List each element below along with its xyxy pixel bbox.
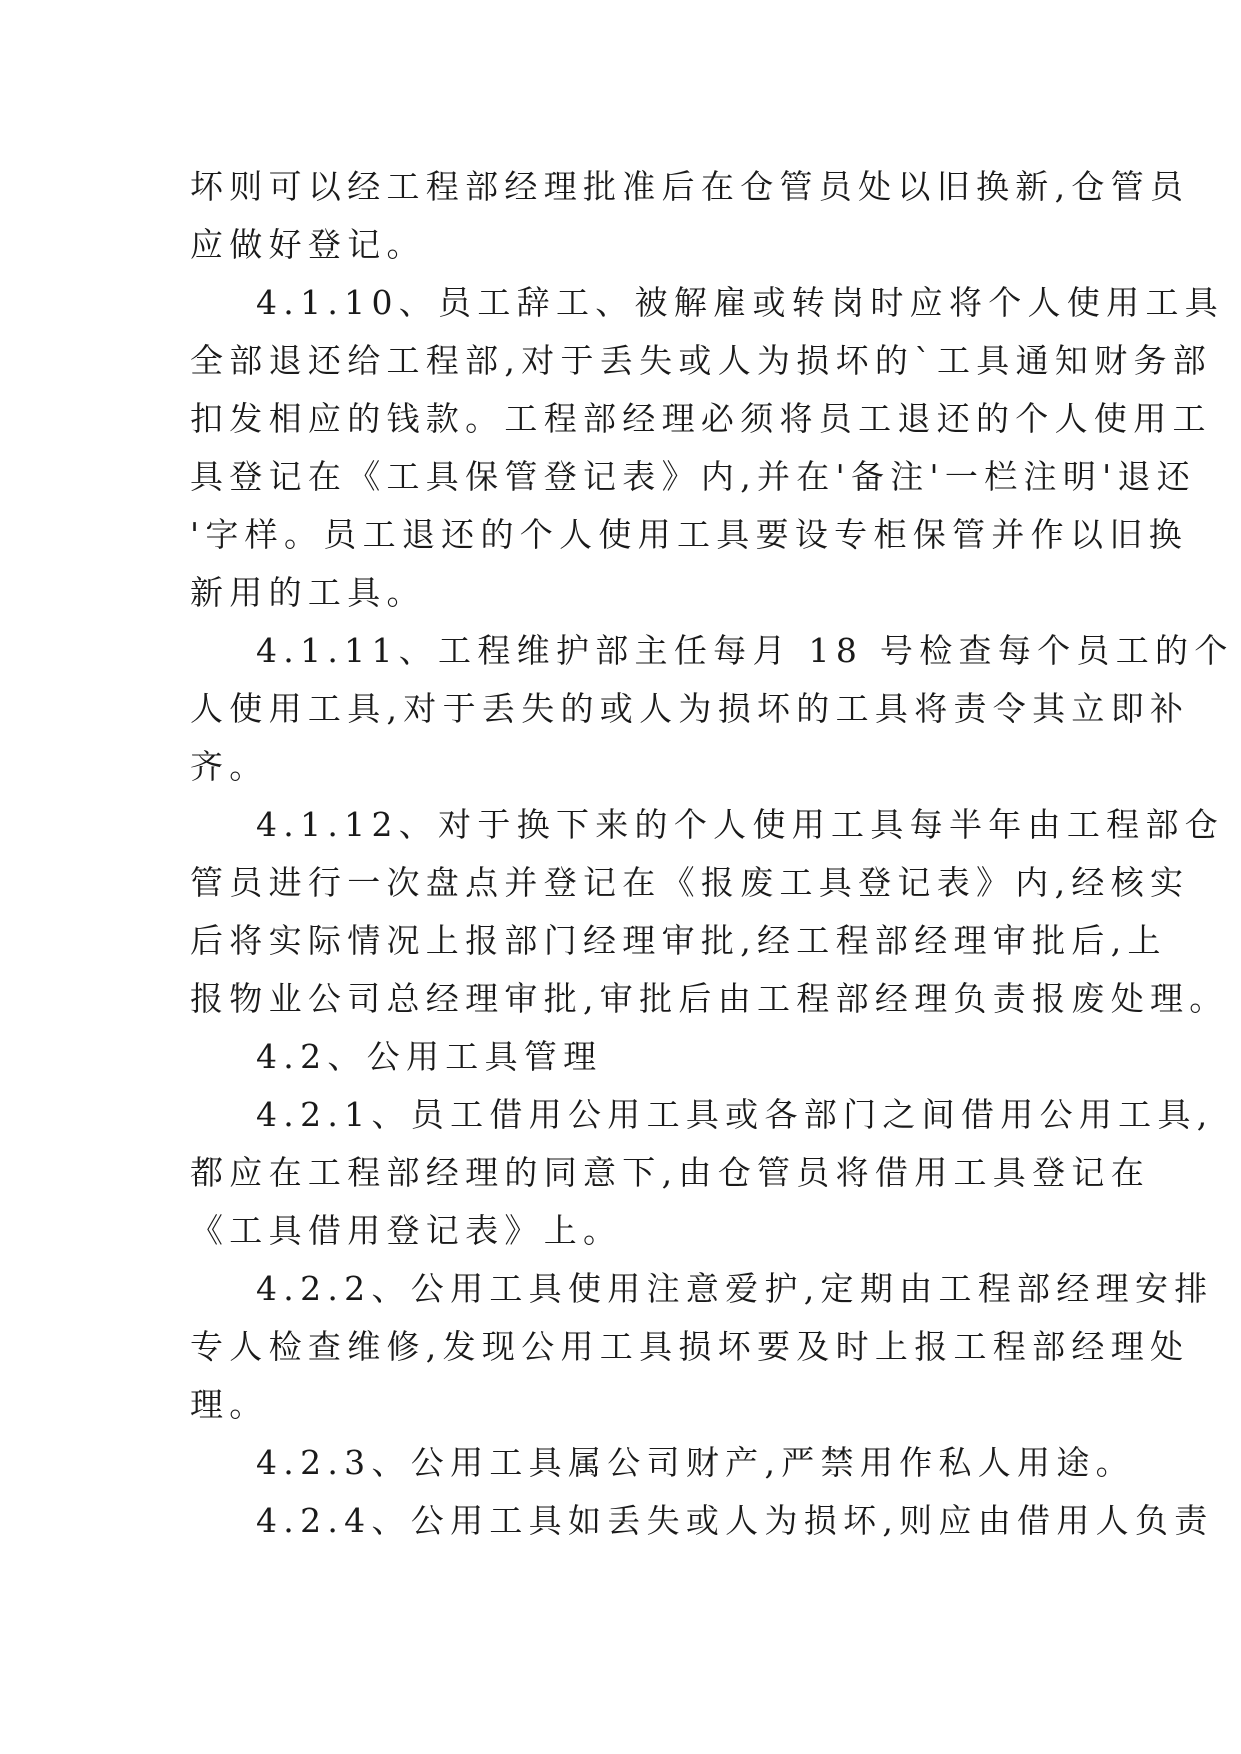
section-heading: 4.2、公用工具管理 — [256, 1037, 603, 1076]
text-line: 4.2.4、公用工具如丢失或人为损坏,则应由借用人负责 — [256, 1501, 1214, 1540]
paragraph-4-1-12 — [190, 796, 1229, 1028]
text-line: 理。 — [190, 1385, 269, 1424]
paragraph-4-1-11 — [190, 622, 1234, 796]
text-line: '字样。员工退还的个人使用工具要设专柜保管并作以旧换 — [190, 515, 1188, 554]
text-line: 报物业公司总经理审批,审批后由工程部经理负责报废处理。 — [190, 979, 1229, 1018]
text-line: 《工具借用登记表》上。 — [190, 1211, 623, 1250]
text-line: 都应在工程部经理的同意下,由仓管员将借用工具登记在 — [190, 1153, 1150, 1192]
paragraph-4-2-1 — [190, 1086, 1214, 1260]
text-line: 人使用工具,对于丢失的或人为损坏的工具将责令其立即补 — [190, 689, 1190, 728]
text-line: 4.1.11、工程维护部主任每月 18 号检查每个员工的个 — [256, 631, 1234, 670]
paragraph-4-2-2 — [190, 1260, 1214, 1434]
text-line: 4.2.2、公用工具使用注意爱护,定期由工程部经理安排 — [256, 1269, 1214, 1308]
text-line: 专人检查维修,发现公用工具损坏要及时上报工程部经理处 — [190, 1327, 1190, 1366]
text-line: 4.1.10、员工辞工、被解雇或转岗时应将个人使用工具 — [256, 283, 1225, 322]
text-line: 齐。 — [190, 747, 269, 786]
text-line: 后将实际情况上报部门经理审批,经工程部经理审批后,上 — [190, 921, 1167, 960]
text-line: 坏则可以经工程部经理批准后在仓管员处以旧换新,仓管员 — [190, 167, 1190, 206]
text-line: 新用的工具。 — [190, 573, 426, 612]
paragraph-4-2-3 — [190, 1434, 1135, 1492]
text-line: 4.2.3、公用工具属公司财产,严禁用作私人用途。 — [256, 1443, 1135, 1482]
text-line: 4.1.12、对于换下来的个人使用工具每半年由工程部仓 — [256, 805, 1225, 844]
section-heading-4-2 — [190, 1028, 1070, 1086]
text-line: 管员进行一次盘点并登记在《报废工具登记表》内,经核实 — [190, 863, 1190, 902]
paragraph-4-1-10 — [190, 274, 1225, 622]
text-line: 扣发相应的钱款。工程部经理必须将员工退还的个人使用工 — [190, 399, 1212, 438]
text-line: 应做好登记。 — [190, 225, 426, 264]
paragraph-continuation — [190, 158, 1190, 274]
document-body — [190, 158, 1234, 1550]
text-line: 全部退还给工程部,对于丢失或人为损坏的`工具通知财务部 — [190, 341, 1213, 380]
text-line: 4.2.1、员工借用公用工具或各部门之间借用公用工具, — [256, 1095, 1214, 1134]
text-line: 具登记在《工具保管登记表》内,并在'备注'一栏注明'退还 — [190, 457, 1197, 496]
paragraph-4-2-4 — [190, 1492, 1214, 1550]
